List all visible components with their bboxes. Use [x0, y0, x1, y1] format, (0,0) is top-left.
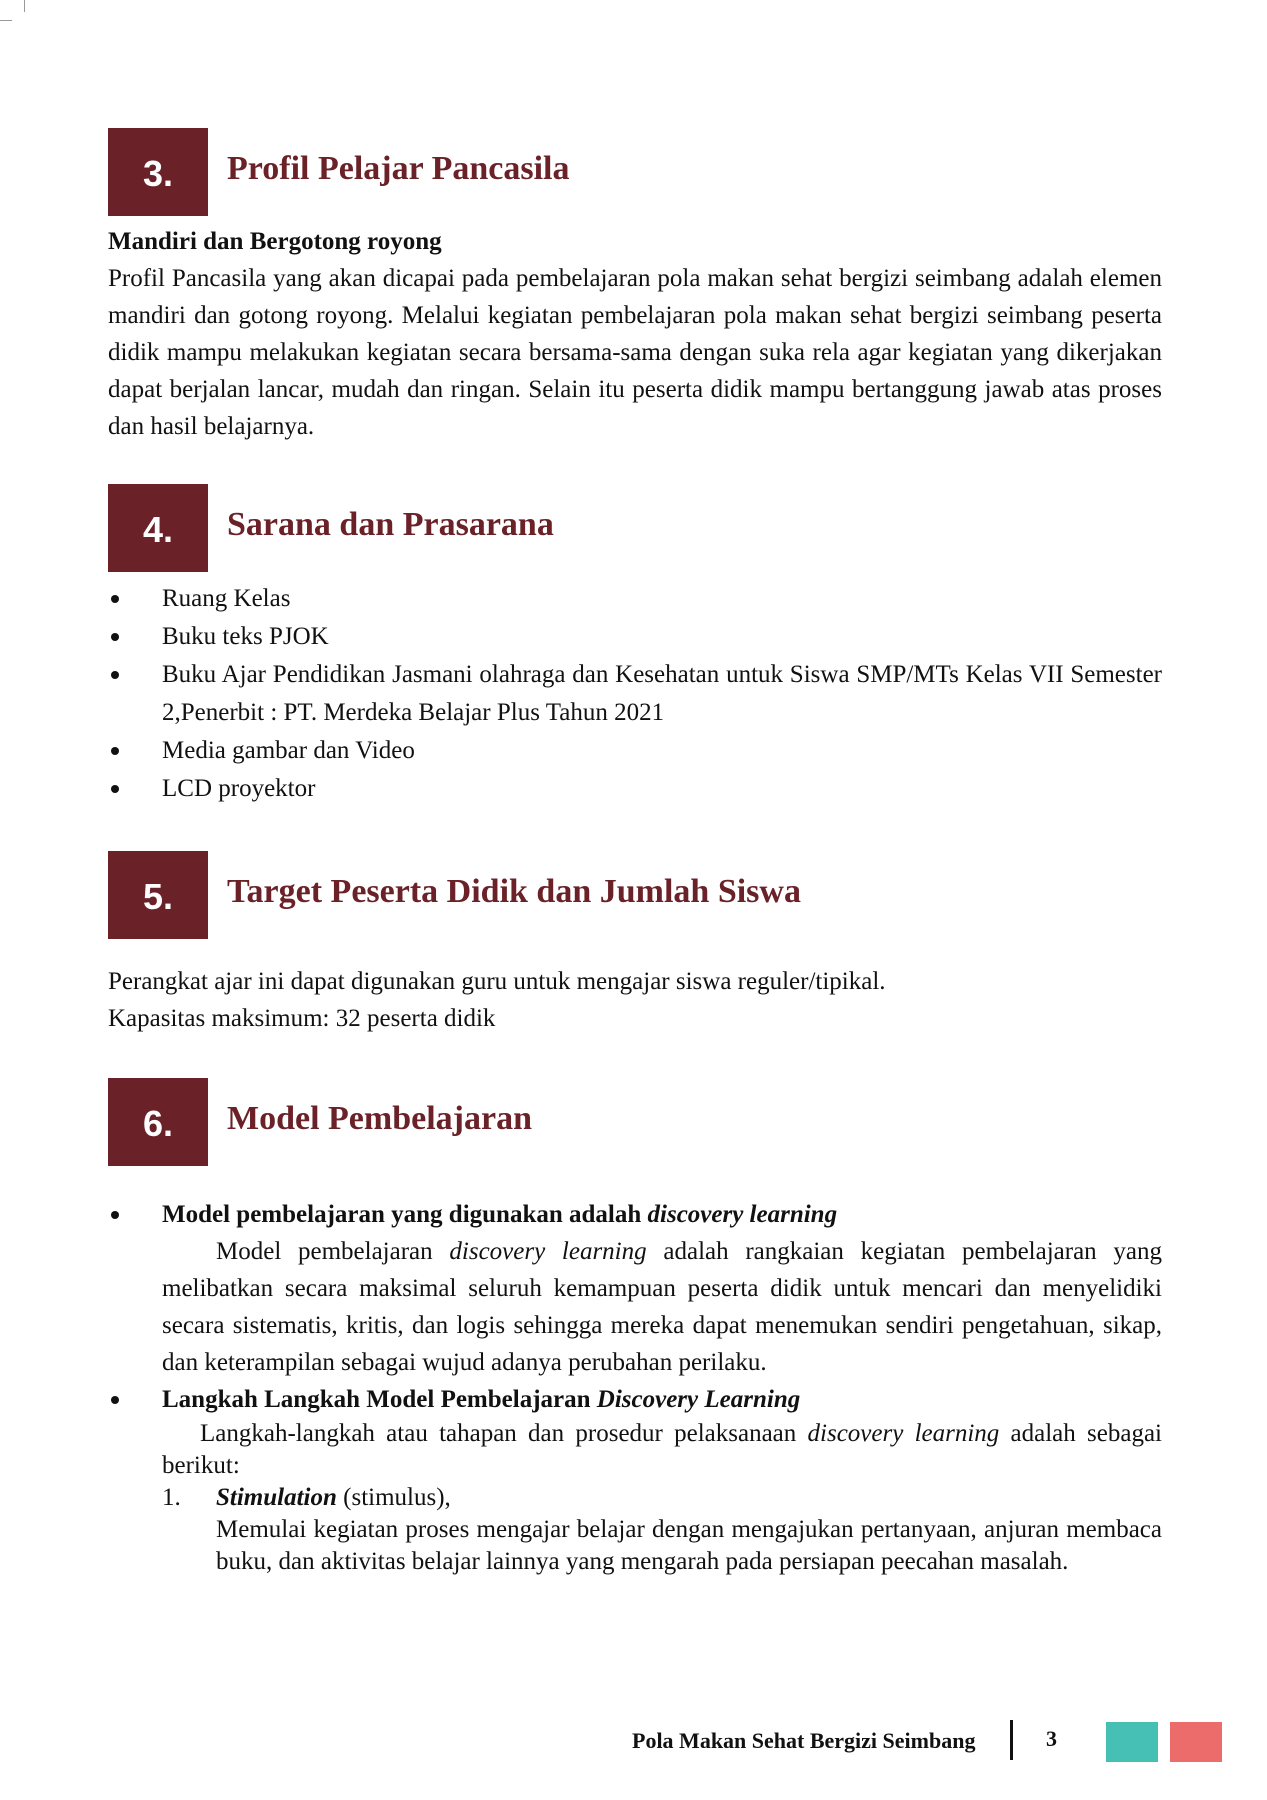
section-4-list — [108, 580, 1162, 808]
section-title: Target Peserta Didik dan Jumlah Siswa — [227, 873, 801, 910]
list-item — [108, 1196, 1162, 1233]
teal-square-decoration — [1106, 1722, 1158, 1762]
section-6-header — [108, 1078, 1162, 1166]
section-number-box: 6. — [108, 1078, 208, 1166]
step-number: 1. — [162, 1484, 181, 1511]
bullet-heading: Model pembelajaran yang digunakan adalah — [162, 1201, 642, 1228]
numbered-step — [108, 1482, 1162, 1578]
list-item: Media gambar dan Video — [108, 732, 1162, 770]
bullet-heading-italic: discovery learning — [647, 1201, 838, 1228]
section-line: Kapasitas maksimum: 32 peserta didik — [108, 1005, 496, 1032]
footer-divider — [1010, 1720, 1013, 1760]
step-text: Memulai kegiatan proses mengajar belajar dengan mengajukan pertanyaan, anjuran membaca buku, dan aktivitas belajar lainnya yang mengarah pada persiapan peecahan masalah. — [216, 1516, 1162, 1575]
paragraph-rest: adalah sebagai berikut: — [162, 1420, 1162, 1479]
paragraph-italic: discovery learning — [449, 1238, 647, 1265]
step-title: Stimulation — [216, 1484, 337, 1511]
section-number-box: 3. — [108, 128, 208, 216]
section-6-body — [108, 1196, 1162, 1578]
section-line: Perangkat ajar ini dapat digunakan guru untuk mengajar siswa reguler/tipikal. — [108, 968, 886, 995]
section-title: Profil Pelajar Pancasila — [227, 150, 570, 187]
paragraph-start: Model pembelajaran — [216, 1238, 433, 1265]
section-paragraph: Profil Pancasila yang akan dicapai pada pembelajaran pola makan sehat bergizi seimbang adalah elemen mandiri dan gotong royong. Melalui kegiatan pembelajaran pola makan sehat bergizi seimbang peserta didik mampu melakukan kegiatan secara bersama-sama dengan suka rela agar kegiatan yang dikerjakan dapat berjalan lancar, mudah dan ringan. Selain itu peserta didik mampu bertanggung jawab atas proses dan hasil belajarnya. — [108, 265, 1162, 440]
bullet-paragraph — [108, 1233, 1162, 1381]
step-suffix: (stimulus), — [343, 1484, 451, 1511]
page-number: 3 — [1046, 1726, 1057, 1751]
crop-mark-vertical — [24, 0, 25, 12]
section-4-header — [108, 484, 1162, 572]
section-3-body — [108, 223, 1162, 445]
section-number-box: 5. — [108, 851, 208, 939]
section-5-header — [108, 851, 1162, 939]
coral-square-decoration — [1170, 1722, 1222, 1762]
section-title: Sarana dan Prasarana — [227, 506, 554, 543]
bullet-paragraph — [108, 1418, 1162, 1482]
list-item — [108, 1381, 1162, 1418]
page-footer — [0, 1720, 1267, 1765]
section-5-body — [108, 963, 1162, 1037]
footer-title: Pola Makan Sehat Bergizi Seimbang — [632, 1728, 976, 1753]
list-item: LCD proyektor — [108, 770, 1162, 808]
list-item: Buku Ajar Pendidikan Jasmani olahraga dan Kesehatan untuk Siswa SMP/MTs Kelas VII Semester 2,Penerbit : PT. Merdeka Belajar Plus Tahun 2021 — [108, 656, 1162, 732]
bullet-heading: Langkah Langkah Model Pembelajaran — [162, 1386, 591, 1413]
list-item: Ruang Kelas — [108, 580, 1162, 618]
paragraph-start: Langkah-langkah atau tahapan dan prosedur pelaksanaan — [200, 1420, 797, 1447]
crop-mark-horizontal — [0, 20, 12, 21]
section-number-box: 4. — [108, 484, 208, 572]
paragraph-italic: discovery learning — [807, 1420, 1000, 1447]
section-subheading: Mandiri dan Bergotong royong — [108, 228, 442, 255]
section-title: Model Pembelajaran — [227, 1100, 532, 1137]
list-item: Buku teks PJOK — [108, 618, 1162, 656]
bullet-heading-italic: Discovery Learning — [596, 1386, 801, 1413]
paragraph-rest: adalah rangkaian kegiatan pembelajaran yang melibatkan secara maksimal seluruh kemampuan peserta didik untuk mencari dan menyelidiki secara sistematis, kritis, dan logis sehingga mereka dapat menemukan sendiri pengetahuan, sikap, dan keterampilan sebagai wujud adanya perubahan perilaku. — [162, 1238, 1163, 1376]
section-3-header — [108, 128, 1162, 216]
